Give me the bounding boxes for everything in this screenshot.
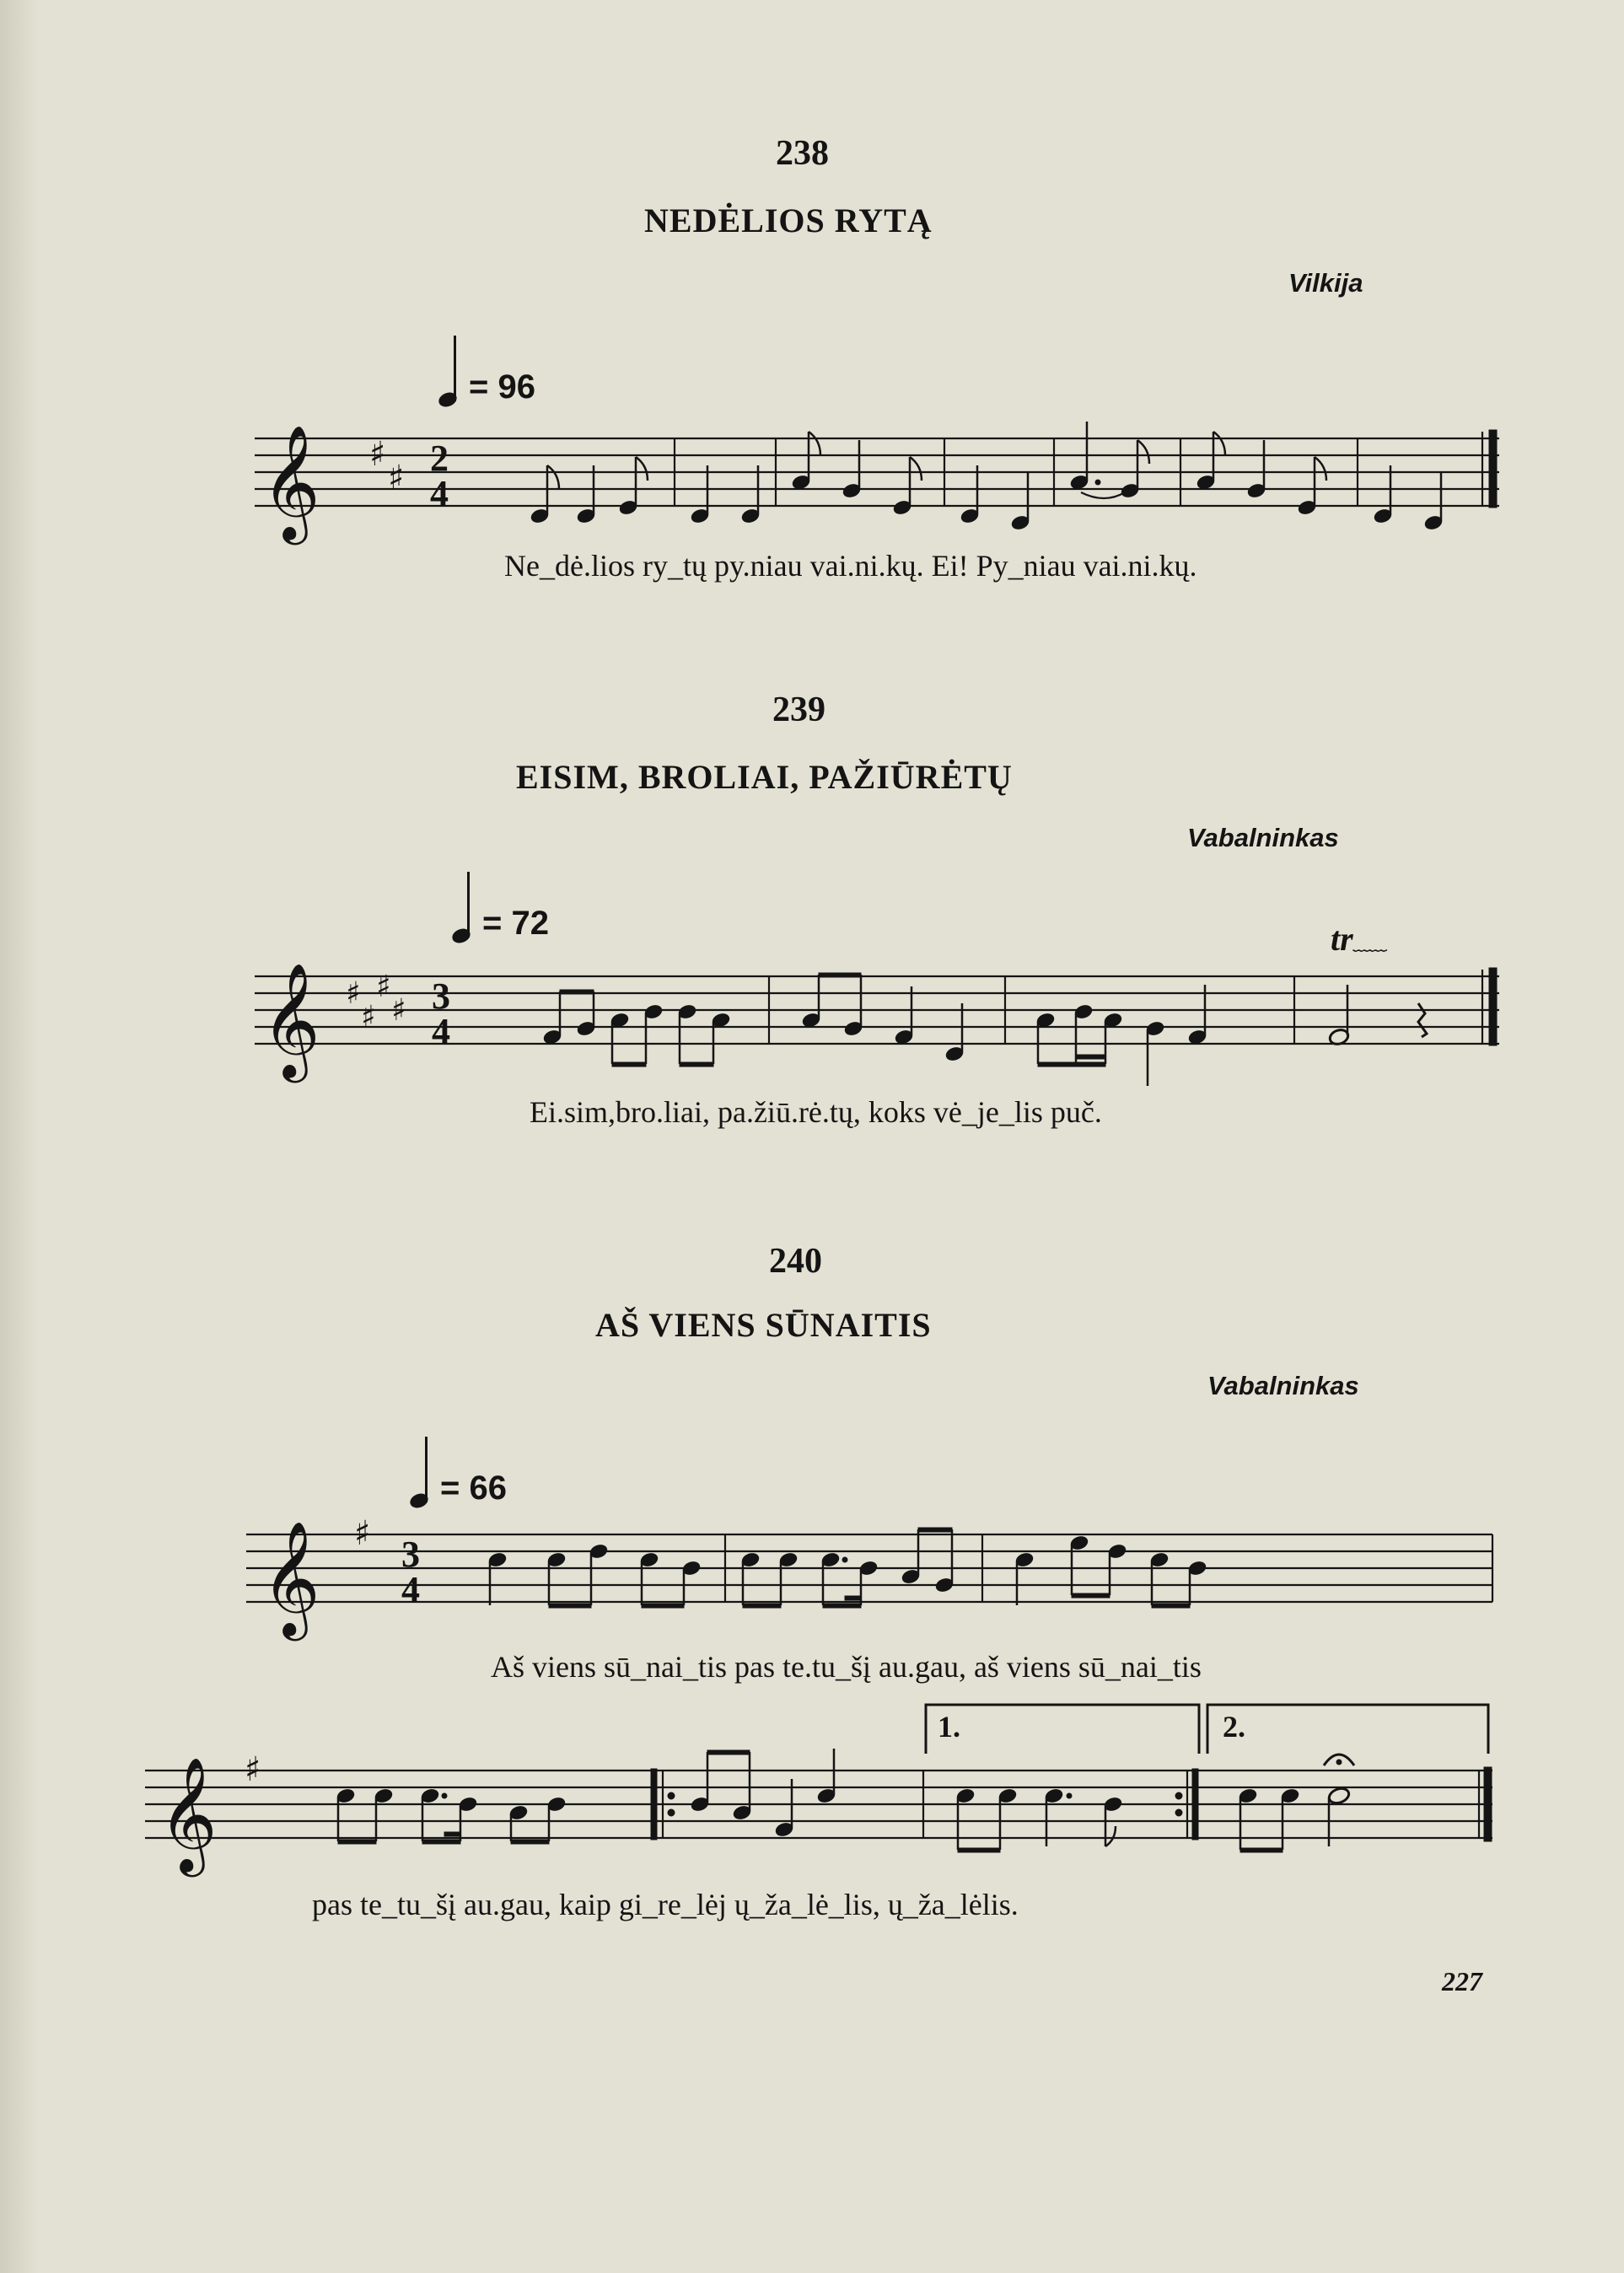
note xyxy=(546,1796,567,1841)
trill-marking: tr﹏﹏ xyxy=(1331,920,1387,958)
note xyxy=(955,1787,976,1850)
note xyxy=(791,432,820,491)
note xyxy=(1246,440,1266,499)
music-staff xyxy=(236,1513,1501,1644)
tempo-marking: = 66 xyxy=(410,1433,507,1507)
note xyxy=(1280,1787,1300,1850)
note xyxy=(458,1796,478,1841)
note xyxy=(639,1551,659,1605)
fermata-icon xyxy=(1324,1754,1354,1765)
note xyxy=(1069,1534,1089,1595)
time-signature-bottom: 4 xyxy=(401,1569,420,1610)
sharp-icon: ♯ xyxy=(354,1513,371,1553)
note xyxy=(1196,432,1225,491)
note xyxy=(894,986,914,1045)
quarter-note-icon xyxy=(410,1433,435,1507)
tempo-marking: = 72 xyxy=(452,868,549,943)
page-binding-edge xyxy=(0,0,39,2273)
music-staff xyxy=(245,959,1509,1086)
treble-clef-icon: 𝄞 xyxy=(261,961,320,1077)
page-number: 227 xyxy=(1442,1966,1482,1996)
note xyxy=(1373,465,1393,524)
song-title: AŠ VIENS SŪNAITIS xyxy=(595,1306,932,1344)
note xyxy=(842,440,862,499)
note xyxy=(677,1003,697,1064)
note xyxy=(1297,457,1326,516)
note xyxy=(643,1003,664,1064)
note xyxy=(858,1560,879,1605)
song-title: EISIM, BROLIAI, PAŽIŪRĖTŲ xyxy=(516,758,1013,796)
note xyxy=(542,991,562,1045)
volta-bracket xyxy=(926,1705,1488,1754)
note xyxy=(690,465,710,524)
final-barline xyxy=(1484,1767,1492,1841)
quarter-note-icon xyxy=(438,332,464,406)
note xyxy=(1187,1560,1207,1605)
sharp-icon: ♯ xyxy=(388,458,405,497)
final-barline xyxy=(1489,968,1497,1045)
lyrics-line: pas te_tu_šį au.gau, kaip gi_re_lėj ų_ža_lė_lis, ų_ža_lėlis. xyxy=(312,1888,1019,1921)
lyrics-line: Aš viens sū_nai_tis pas te.tu_šį au.gau, aš viens sū_nai_tis xyxy=(491,1650,1202,1684)
sharp-icon: ♯ xyxy=(245,1749,261,1789)
note xyxy=(820,1551,847,1605)
sharp-icon: ♯ xyxy=(369,434,386,474)
time-signature-bottom: 4 xyxy=(432,1011,450,1052)
note xyxy=(740,1551,761,1605)
note xyxy=(778,1551,799,1605)
treble-clef-icon: 𝄞 xyxy=(261,423,320,540)
quarter-rest-icon xyxy=(1418,1003,1427,1037)
note xyxy=(589,1543,609,1605)
note xyxy=(546,1551,567,1605)
note xyxy=(618,457,648,516)
treble-clef-icon: 𝄞 xyxy=(261,1519,320,1636)
note xyxy=(610,1012,630,1064)
note xyxy=(892,457,922,516)
note xyxy=(336,1787,356,1841)
quarter-note-icon xyxy=(452,868,477,943)
song-number: 238 xyxy=(776,134,829,173)
lyrics-line: Ne_dė.lios ry_tų py.niau vai.ni.kų. Ei! Py_niau vai.ni.kų. xyxy=(504,549,1197,583)
note xyxy=(711,1012,731,1064)
note xyxy=(816,1749,836,1804)
song-title: NEDĖLIOS RYTĄ xyxy=(644,202,933,239)
note xyxy=(374,1787,394,1841)
volta-label: 2. xyxy=(1223,1710,1245,1744)
note xyxy=(934,1529,955,1593)
song-number: 239 xyxy=(772,690,825,729)
note xyxy=(1014,1551,1035,1605)
song-origin: Vabalninkas xyxy=(1187,823,1339,852)
sharp-icon: ♯ xyxy=(346,975,361,1011)
note xyxy=(998,1787,1018,1850)
note xyxy=(576,465,596,524)
treble-clef-icon: 𝄞 xyxy=(159,1755,218,1872)
time-signature-top: 2 xyxy=(430,438,449,479)
music-staff xyxy=(135,1695,1501,1880)
lyrics-line: Ei.sim,bro.liai, pa.žiū.rė.tų, koks vė_je_lis puč. xyxy=(530,1095,1102,1129)
time-signature-bottom: 4 xyxy=(430,473,449,514)
note xyxy=(508,1804,529,1841)
note xyxy=(801,975,821,1029)
final-barline xyxy=(1489,430,1497,508)
note xyxy=(1103,1012,1123,1064)
time-signature-top: 3 xyxy=(432,975,450,1017)
note xyxy=(1423,472,1444,531)
repeat-barline xyxy=(651,1769,657,1840)
song-origin: Vabalninkas xyxy=(1207,1371,1359,1400)
time-signature-top: 3 xyxy=(401,1534,420,1575)
note xyxy=(420,1787,447,1841)
song-number: 240 xyxy=(769,1242,822,1281)
sharp-icon: ♯ xyxy=(376,969,391,1004)
song-origin: Vilkija xyxy=(1288,268,1363,298)
note xyxy=(1149,1551,1170,1605)
note xyxy=(1010,472,1030,531)
music-staff xyxy=(245,422,1509,548)
note xyxy=(1035,1012,1056,1064)
tempo-marking: = 96 xyxy=(438,332,535,406)
sharp-icon: ♯ xyxy=(391,992,406,1028)
note xyxy=(576,991,596,1037)
note xyxy=(487,1551,508,1605)
sharp-icon: ♯ xyxy=(361,999,376,1034)
note xyxy=(960,465,980,524)
note xyxy=(843,975,863,1037)
note xyxy=(530,465,559,524)
note xyxy=(681,1560,702,1605)
note xyxy=(901,1529,921,1585)
note xyxy=(1238,1787,1258,1850)
note xyxy=(1145,1020,1165,1086)
note xyxy=(1120,440,1149,499)
note xyxy=(740,465,761,524)
volta-label: 1. xyxy=(938,1710,960,1744)
note xyxy=(690,1752,710,1813)
note xyxy=(944,1003,965,1062)
